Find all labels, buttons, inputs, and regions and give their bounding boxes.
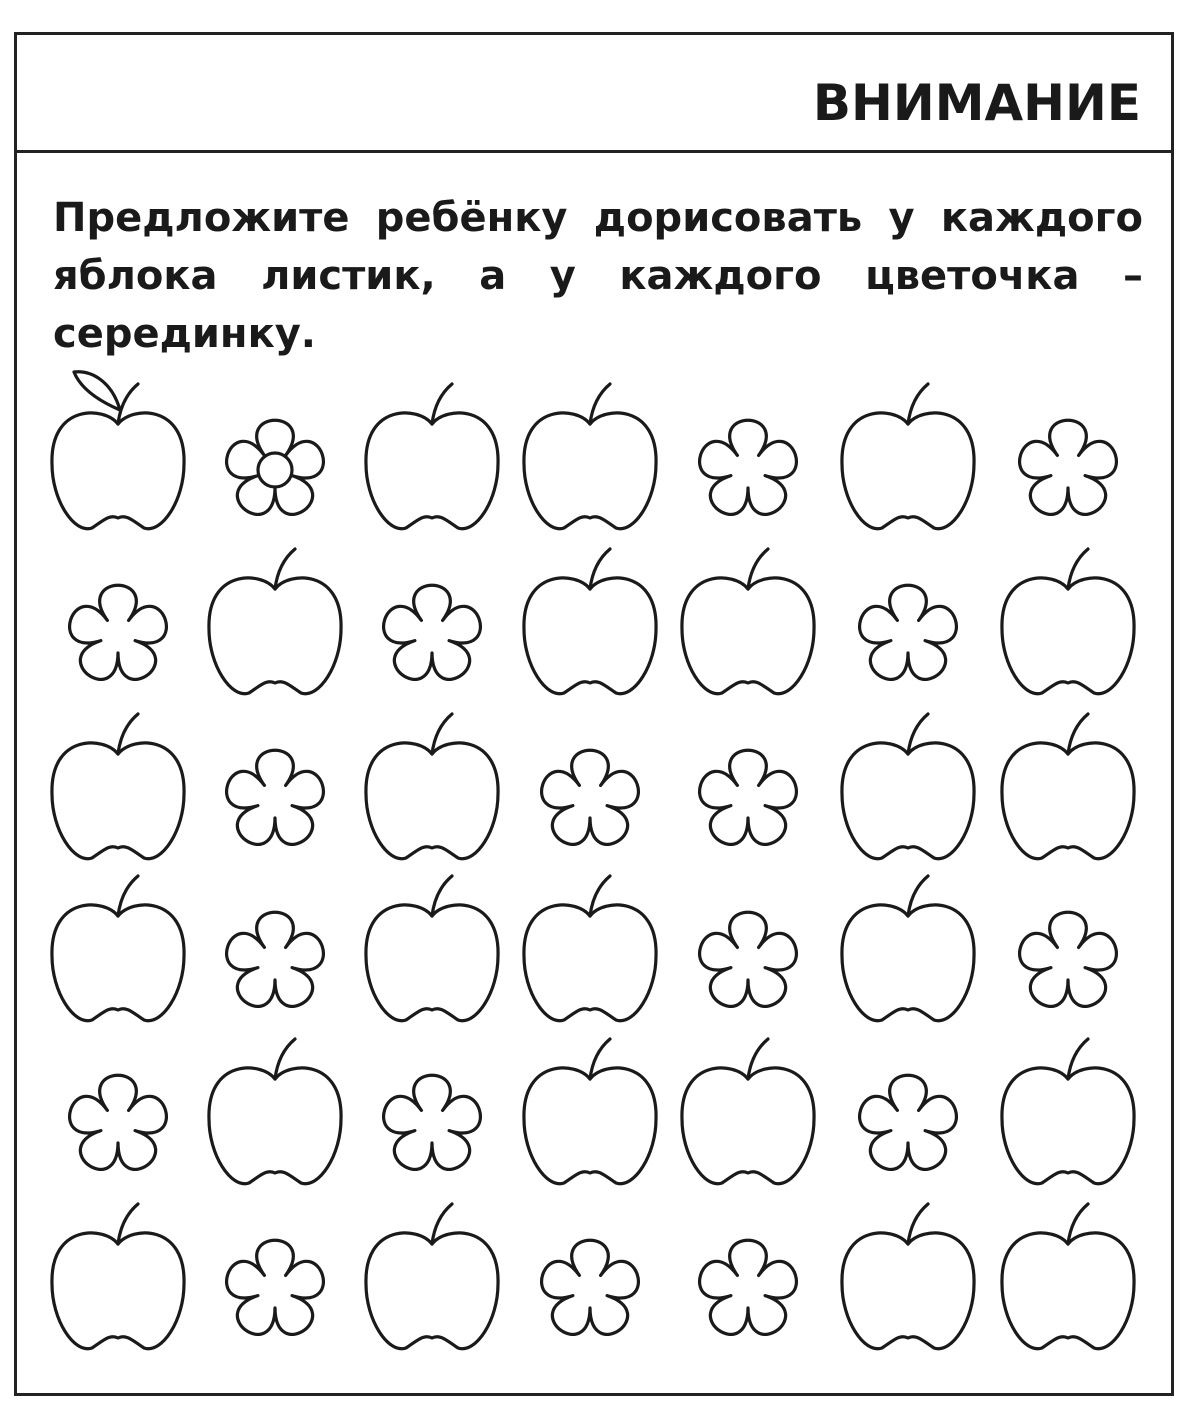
- apple-outline: [524, 876, 656, 1021]
- apple-outline: [1002, 1204, 1134, 1349]
- apple-outline: [682, 1039, 814, 1184]
- apple-outline: [524, 1039, 656, 1184]
- flower-outline: [1020, 912, 1117, 1006]
- apple-outline: [524, 384, 656, 529]
- flower-outline: [227, 420, 324, 514]
- apple-outline: [842, 1204, 974, 1349]
- apple-leaf: [74, 372, 120, 410]
- instruction-text: Предложите ребёнку дорисовать у каждого яблока листик, а у каждого цветочка – серединку.: [53, 195, 1143, 357]
- apple-outline: [366, 384, 498, 529]
- flower-outline: [860, 1075, 957, 1169]
- flower-outline: [384, 1075, 481, 1169]
- apple-outline: [1002, 714, 1134, 859]
- flower-outline: [700, 420, 797, 514]
- apple-outline: [52, 876, 184, 1021]
- flower-outline: [700, 912, 797, 1006]
- flower-outline: [700, 750, 797, 844]
- flower-outline: [227, 1240, 324, 1334]
- apple-outline: [524, 549, 656, 694]
- apple-outline: [366, 714, 498, 859]
- apple-outline: [366, 1204, 498, 1349]
- apple-outline: [52, 1204, 184, 1349]
- apple-outline: [366, 876, 498, 1021]
- flower-outline: [70, 1075, 167, 1169]
- flower-center: [258, 453, 292, 487]
- flower-outline: [384, 585, 481, 679]
- apple-outline: [52, 372, 184, 529]
- flower-outline: [700, 1240, 797, 1334]
- apple-outline: [209, 1039, 341, 1184]
- flower-outline: [1020, 420, 1117, 514]
- apple-outline: [52, 714, 184, 859]
- apple-outline: [842, 876, 974, 1021]
- apple-outline: [842, 714, 974, 859]
- flower-outline: [70, 585, 167, 679]
- apple-outline: [1002, 549, 1134, 694]
- flower-outline: [860, 585, 957, 679]
- apple-outline: [209, 549, 341, 694]
- apple-outline: [842, 384, 974, 529]
- flower-outline: [542, 1240, 639, 1334]
- apple-outline: [682, 549, 814, 694]
- flower-outline: [227, 912, 324, 1006]
- flower-outline: [227, 750, 324, 844]
- header-title: ВНИМАНИЕ: [812, 74, 1141, 132]
- flower-outline: [542, 750, 639, 844]
- apple-outline: [1002, 1039, 1134, 1184]
